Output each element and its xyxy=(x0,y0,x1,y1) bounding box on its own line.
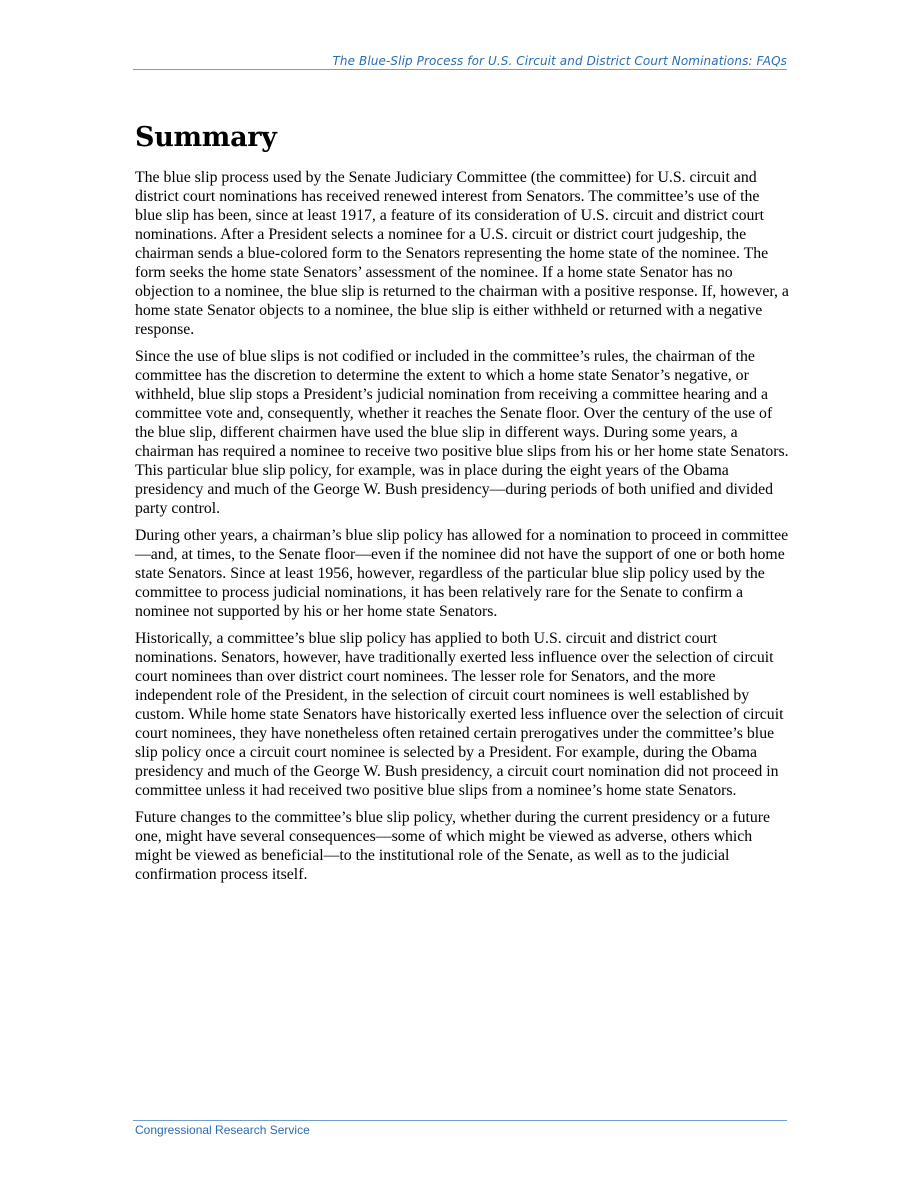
header-divider xyxy=(133,69,787,70)
summary-paragraph: Future changes to the committee’s blue slip policy, whether during the current presidency or a future one, might have several consequences—some of which might be viewed as adverse, others which might be viewed as beneficial—to the institutional role of the Senate, as well as to the judicial confirmation process itself. xyxy=(135,809,771,883)
summary-paragraph: Historically, a committee’s blue slip policy has applied to both U.S. circuit and district court nominations. Senators, however, have traditionally exerted less influence over the selection of circuit court nominees than over district court nominees. The lesser role for Senators, and the more independent role of the President, in the selection of circuit court nominees is well established by custom. While home state Senators have historically exerted less influence over the selection of circuit court nominees, they have nonetheless often retained certain prerogatives under the committee’s blue slip policy once a circuit court nominee is selected by a President. For example, during the Obama presidency and much of the George W. Bush presidency, a circuit court nomination did not proceed in committee unless it had received two positive blue slips from a nominee’s home state Senators. xyxy=(135,630,784,799)
summary-heading: Summary xyxy=(135,122,277,153)
running-header-title: The Blue-Slip Process for U.S. Circuit and District Court Nominations: FAQs xyxy=(332,54,787,68)
footer-publisher: Congressional Research Service xyxy=(135,1123,310,1137)
summary-body xyxy=(135,168,790,892)
summary-paragraph: The blue slip process used by the Senate Judiciary Committee (the committee) for U.S. circuit and district court nominations has received renewed interest from Senators. The committee’s use of the blue slip has been, since at least 1917, a feature of its consideration of U.S. circuit and district court nominations. After a President selects a nominee for a U.S. circuit or district court judgeship, the chairman sends a blue-colored form to the Senators representing the home state of the nominee. The form seeks the home state Senators’ assessment of the nominee. If a home state Senator has no objection to a nominee, the blue slip is returned to the chairman with a positive response. If, however, a home state Senator objects to a nominee, the blue slip is either withheld or returned with a negative response. xyxy=(135,169,789,338)
summary-paragraph: Since the use of blue slips is not codified or included in the committee’s rules, the chairman of the committee has the discretion to determine the extent to which a home state Senator’s negative, or withheld, blue slip stops a President’s judicial nomination from receiving a committee hearing and a committee vote and, consequently, whether it reaches the Senate floor. Over the century of the use of the blue slip, different chairmen have used the blue slip in different ways. During some years, a chairman has required a nominee to receive two positive blue slips from his or her home state Senators. This particular blue slip policy, for example, was in place during the eight years of the Obama presidency and much of the George W. Bush presidency—during periods of both unified and divided party control. xyxy=(135,348,789,517)
footer-divider xyxy=(133,1120,787,1121)
summary-paragraph: During other years, a chairman’s blue slip policy has allowed for a nomination to proceed in committee—and, at times, to the Senate floor—even if the nominee did not have the support of one or both home state Senators. Since at least 1956, however, regardless of the particular blue slip policy used by the committee to process judicial nominations, it has been relatively rare for the Senate to confirm a nominee not supported by his or her home state Senators. xyxy=(135,527,789,620)
